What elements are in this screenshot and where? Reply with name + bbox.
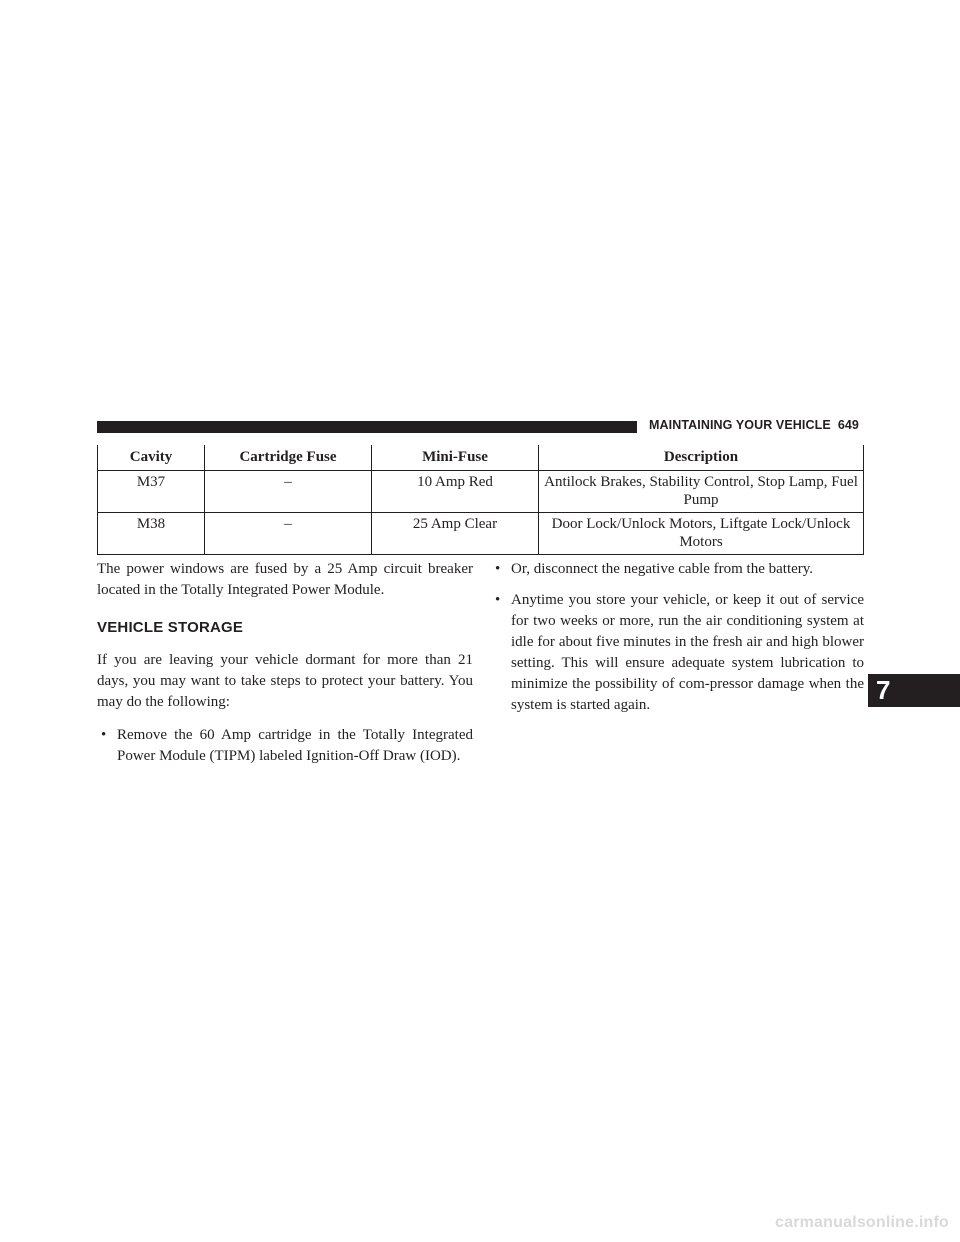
list-item	[491, 559, 864, 580]
cell-cartridge-fuse: –	[205, 513, 372, 555]
header-rule	[97, 421, 637, 433]
fuse-table	[97, 445, 864, 555]
bullet-icon: •	[101, 727, 107, 743]
watermark: carmanualsonline.info	[775, 1214, 950, 1231]
cell-cartridge-fuse: –	[205, 471, 372, 513]
cell-description: Door Lock/Unlock Motors, Liftgate Lock/Unlock Motors	[539, 513, 864, 555]
cell-mini-fuse: 25 Amp Clear	[372, 513, 539, 555]
cell-cavity: M37	[98, 471, 205, 513]
left-bullet-list	[97, 725, 473, 767]
chapter-tab: 7	[868, 674, 960, 707]
table-row	[98, 471, 864, 513]
page-number: 649	[837, 418, 859, 432]
right-bullet-list	[491, 559, 864, 716]
column-header-cartridge-fuse: Cartridge Fuse	[205, 445, 372, 471]
storage-paragraph: If you are leaving your vehicle dormant for more than 21 days, you may want to take steps to protect your battery. You may do the following:	[97, 652, 473, 710]
list-item-text: Or, disconnect the negative cable from the battery.	[511, 561, 814, 577]
bullet-icon: •	[495, 561, 501, 577]
bullet-icon: •	[495, 592, 501, 608]
table-row	[98, 513, 864, 555]
running-header	[649, 418, 864, 432]
list-item	[97, 725, 473, 767]
right-column	[491, 559, 864, 716]
left-column	[97, 559, 473, 767]
list-item	[491, 590, 864, 716]
column-header-cavity: Cavity	[98, 445, 205, 471]
cell-mini-fuse: 10 Amp Red	[372, 471, 539, 513]
intro-paragraph: The power windows are fused by a 25 Amp circuit breaker located in the Totally Integrated Power Module.	[97, 561, 473, 598]
column-header-description: Description	[539, 445, 864, 471]
list-item-text: Anytime you store your vehicle, or keep it out of service for two weeks or more, run the air conditioning system at idle for about five minutes in the fresh air and high blower setting. This will ensure adequate system lubrication to minimize the possibility of com-pressor damage when the system is started again.	[511, 592, 864, 713]
section-title: MAINTAINING YOUR VEHICLE	[649, 418, 831, 432]
cell-description: Antilock Brakes, Stability Control, Stop Lamp, Fuel Pump	[539, 471, 864, 513]
cell-cavity: M38	[98, 513, 205, 555]
list-item-text: Remove the 60 Amp cartridge in the Totally Integrated Power Module (TIPM) labeled Ignition-Off Draw (IOD).	[117, 727, 473, 764]
table-header-row	[98, 445, 864, 471]
section-heading: VEHICLE STORAGE	[97, 619, 244, 636]
column-header-mini-fuse: Mini-Fuse	[372, 445, 539, 471]
